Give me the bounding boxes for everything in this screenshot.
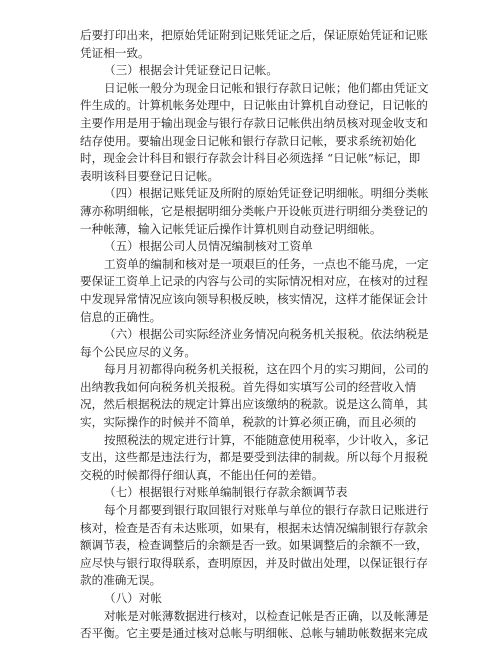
section-heading-6: （六）根据公司实际经济业务情况向税务机关报税。依法纳税是 (104, 327, 429, 342)
text-line: 按照税法的规定进行计算，不能随意使用税率，少计收入，多记 (104, 432, 429, 447)
text-line: 件生成的。计算机帐务处理中，日记帐由计算机自动登记，日记帐的 (80, 98, 428, 113)
section-heading-4: （四）根据记账凭证及所附的原始凭证登记明细帐。明细分类帐 (104, 186, 429, 201)
section-heading-3: （三）根据会计凭证登记日记帐。 (104, 63, 278, 78)
text-line: 中发现异常情况应该向领导积极反映，核实情况，这样才能保证会计 (80, 291, 428, 306)
text-line: 对帐是对帐薄数据进行核对，以检查记帐是否正确，以及帐薄是 (104, 608, 429, 623)
text-line: 况，然后根据税法的规定计算出应该缴纳的税款。说是这么简单，其 (80, 397, 428, 412)
text-line: 要保证工资单上记录的内容与公司的实际情况相对应，在核对的过程 (80, 274, 428, 289)
document-body (82, 27, 436, 643)
text-line: 薄亦称明细帐，它是根据明细分类帐户开设帐页进行明细分类登记的 (80, 203, 428, 218)
text-line: 后要打印出来，把原始凭证附到记账凭证之后，保证原始凭证和记账 (80, 28, 428, 42)
text-line: 出纳教我如何向税务机关报税。首先得如实填写公司的经营收入情 (80, 379, 417, 394)
text-line: 核对，检查是否有未达账项，如果有，根据未达情况编制银行存款余 (80, 520, 428, 535)
section-heading-7: （七）根据银行对账单编制银行存款余额调节表 (104, 485, 348, 500)
text-line: 交税的时候都得仔细认真，不能出任何的差错。 (80, 467, 324, 482)
text-line: 支出，这些都是违法行为，都是要受到法律的制裁。所以每个月报税 (80, 450, 428, 465)
text-line: 实，实际操作的时候并不简单，税款的计算必须正确，而且必须的 (80, 415, 417, 430)
text-line: 应尽快与银行取得联系，查明原因，并及时做出处理，以保证银行存 (80, 555, 428, 570)
section-heading-8: （八）对帐 (104, 591, 162, 605)
text-line: 主要作用是用于输出现金与银行存款日记帐供出纳员核对现金收支和 (80, 115, 428, 130)
text-line: 表明该科目要登记日记帐。 (80, 168, 220, 183)
section-heading-5: （五）根据公司人员情况编制核对工资单 (104, 239, 313, 254)
text-line: 每月月初都得向税务机关报税，这在四个月的实习期间，公司的 (104, 362, 429, 377)
text-line: 否平衡。它主要是通过核对总帐与明细帐、总帐与辅助帐数据来完成 (80, 626, 428, 641)
text-line: 每个公民应尽的义务。 (80, 344, 196, 359)
text-line: 款的准确无误。 (80, 573, 162, 588)
text-line: 凭证相一致。 (80, 45, 150, 60)
text-line: 日记帐一般分为现金日记帐和银行存款日记帐；他们都由凭证文 (104, 80, 429, 95)
text-line: 结存使用。要输出现金日记帐和银行存款日记帐，要求系统初始化 (80, 133, 417, 148)
text-line: 工资单的编制和核对是一项艰巨的任务，一点也不能马虎，一定 (104, 256, 429, 271)
text-line: 额调节表，检查调整后的余额是否一致。如果调整后的余额不一致， (80, 538, 428, 553)
text-line: 一种帐薄，输入记帐凭证后操作计算机则自动登记明细帐。 (80, 221, 382, 236)
text-line: 每个月都要到银行取回银行对账单与单位的银行存款日记账进行 (104, 503, 429, 518)
text-line: 时，现金会计科目和银行存款会计科目必须选择 “日记帐”标记，即 (80, 151, 421, 166)
text-line: 信息的正确性。 (80, 309, 162, 324)
